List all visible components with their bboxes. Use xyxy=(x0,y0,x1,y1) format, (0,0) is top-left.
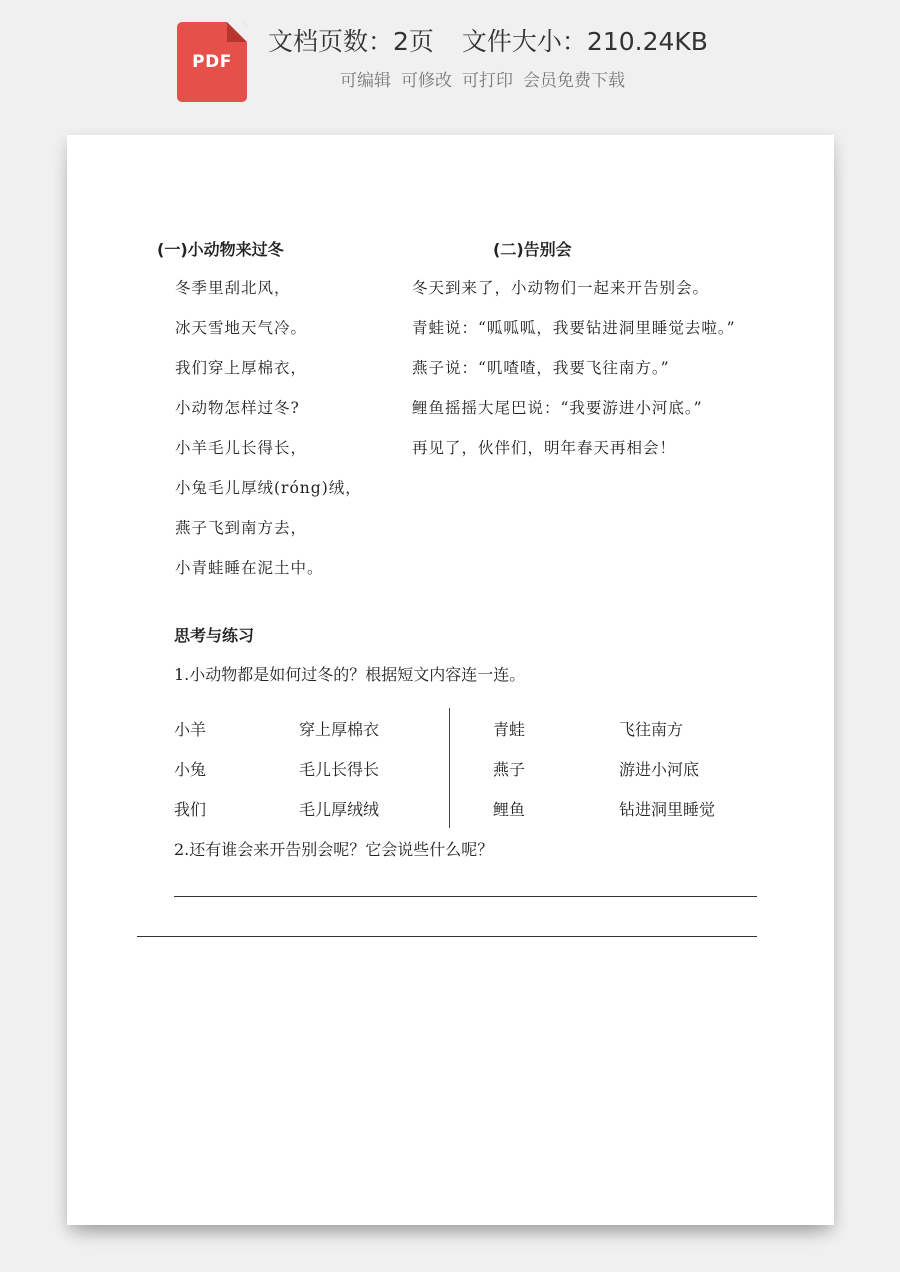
match-right-answer: 飞往南方 xyxy=(619,720,684,739)
poem-line: 冰天雪地天气冷。 xyxy=(175,319,308,337)
pdf-icon-label: PDF xyxy=(192,52,232,72)
page-count: 文档页数：2页 xyxy=(268,27,434,56)
poem-line: 冬季里刮北风， xyxy=(175,279,291,297)
match-right-answer: 钻进洞里睡觉 xyxy=(619,800,716,819)
match-left-item: 我们 xyxy=(174,800,207,819)
story-line: 鲤鱼摇摇大尾巴说：“我要游进小河底。” xyxy=(412,399,703,417)
table-divider xyxy=(449,708,450,828)
story-line: 青蛙说：“呱呱呱，我要钻进洞里睡觉去啦。” xyxy=(412,319,736,337)
story-line: 冬天到来了，小动物们一起来开告别会。 xyxy=(412,279,710,297)
document-page xyxy=(67,135,834,1225)
feature-member-download: 会员免费下载 xyxy=(523,71,625,91)
section2-title: (二)告别会 xyxy=(493,240,572,259)
match-left-item: 小兔 xyxy=(174,760,207,779)
feature-modifiable: 可修改 xyxy=(401,71,452,91)
poem-line: 小动物怎样过冬? xyxy=(175,399,300,417)
match-left-answer: 毛儿长得长 xyxy=(299,760,380,779)
answer-line xyxy=(174,896,757,897)
feature-editable: 可编辑 xyxy=(340,71,391,91)
match-right-answer: 游进小河底 xyxy=(619,760,700,779)
document-meta xyxy=(268,22,708,58)
match-right-item: 燕子 xyxy=(493,760,526,779)
match-left-item: 小羊 xyxy=(174,720,207,739)
feature-list xyxy=(340,66,635,91)
poem-line: 小青蛙睡在泥土中。 xyxy=(175,559,324,577)
match-left-answer: 穿上厚棉衣 xyxy=(299,720,380,739)
match-left-answer: 毛儿厚绒绒 xyxy=(299,800,380,819)
page-fold-corner xyxy=(227,22,247,42)
poem-line: 燕子飞到南方去， xyxy=(175,519,308,537)
exercise-heading: 思考与练习 xyxy=(174,626,255,645)
answer-line xyxy=(137,936,757,937)
question-1: 1.小动物都是如何过冬的？根据短文内容连一连。 xyxy=(174,665,526,684)
question-2: 2.还有谁会来开告别会呢？它会说些什么呢？ xyxy=(174,840,494,859)
match-right-item: 鲤鱼 xyxy=(493,800,526,819)
document-header xyxy=(0,0,900,120)
match-right-item: 青蛙 xyxy=(493,720,526,739)
poem-line: 我们穿上厚棉衣， xyxy=(175,359,308,377)
file-size: 文件大小：210.24KB xyxy=(461,27,708,56)
section1-title: (一)小动物来过冬 xyxy=(157,240,284,259)
feature-printable: 可打印 xyxy=(462,71,513,91)
story-line: 再见了，伙伴们，明年春天再相会！ xyxy=(412,439,677,457)
story-line: 燕子说：“叽喳喳，我要飞往南方。” xyxy=(412,359,670,377)
poem-line: 小兔毛儿厚绒(róng)绒， xyxy=(175,479,362,497)
poem-line: 小羊毛儿长得长， xyxy=(175,439,308,457)
pdf-file-icon xyxy=(177,22,247,102)
